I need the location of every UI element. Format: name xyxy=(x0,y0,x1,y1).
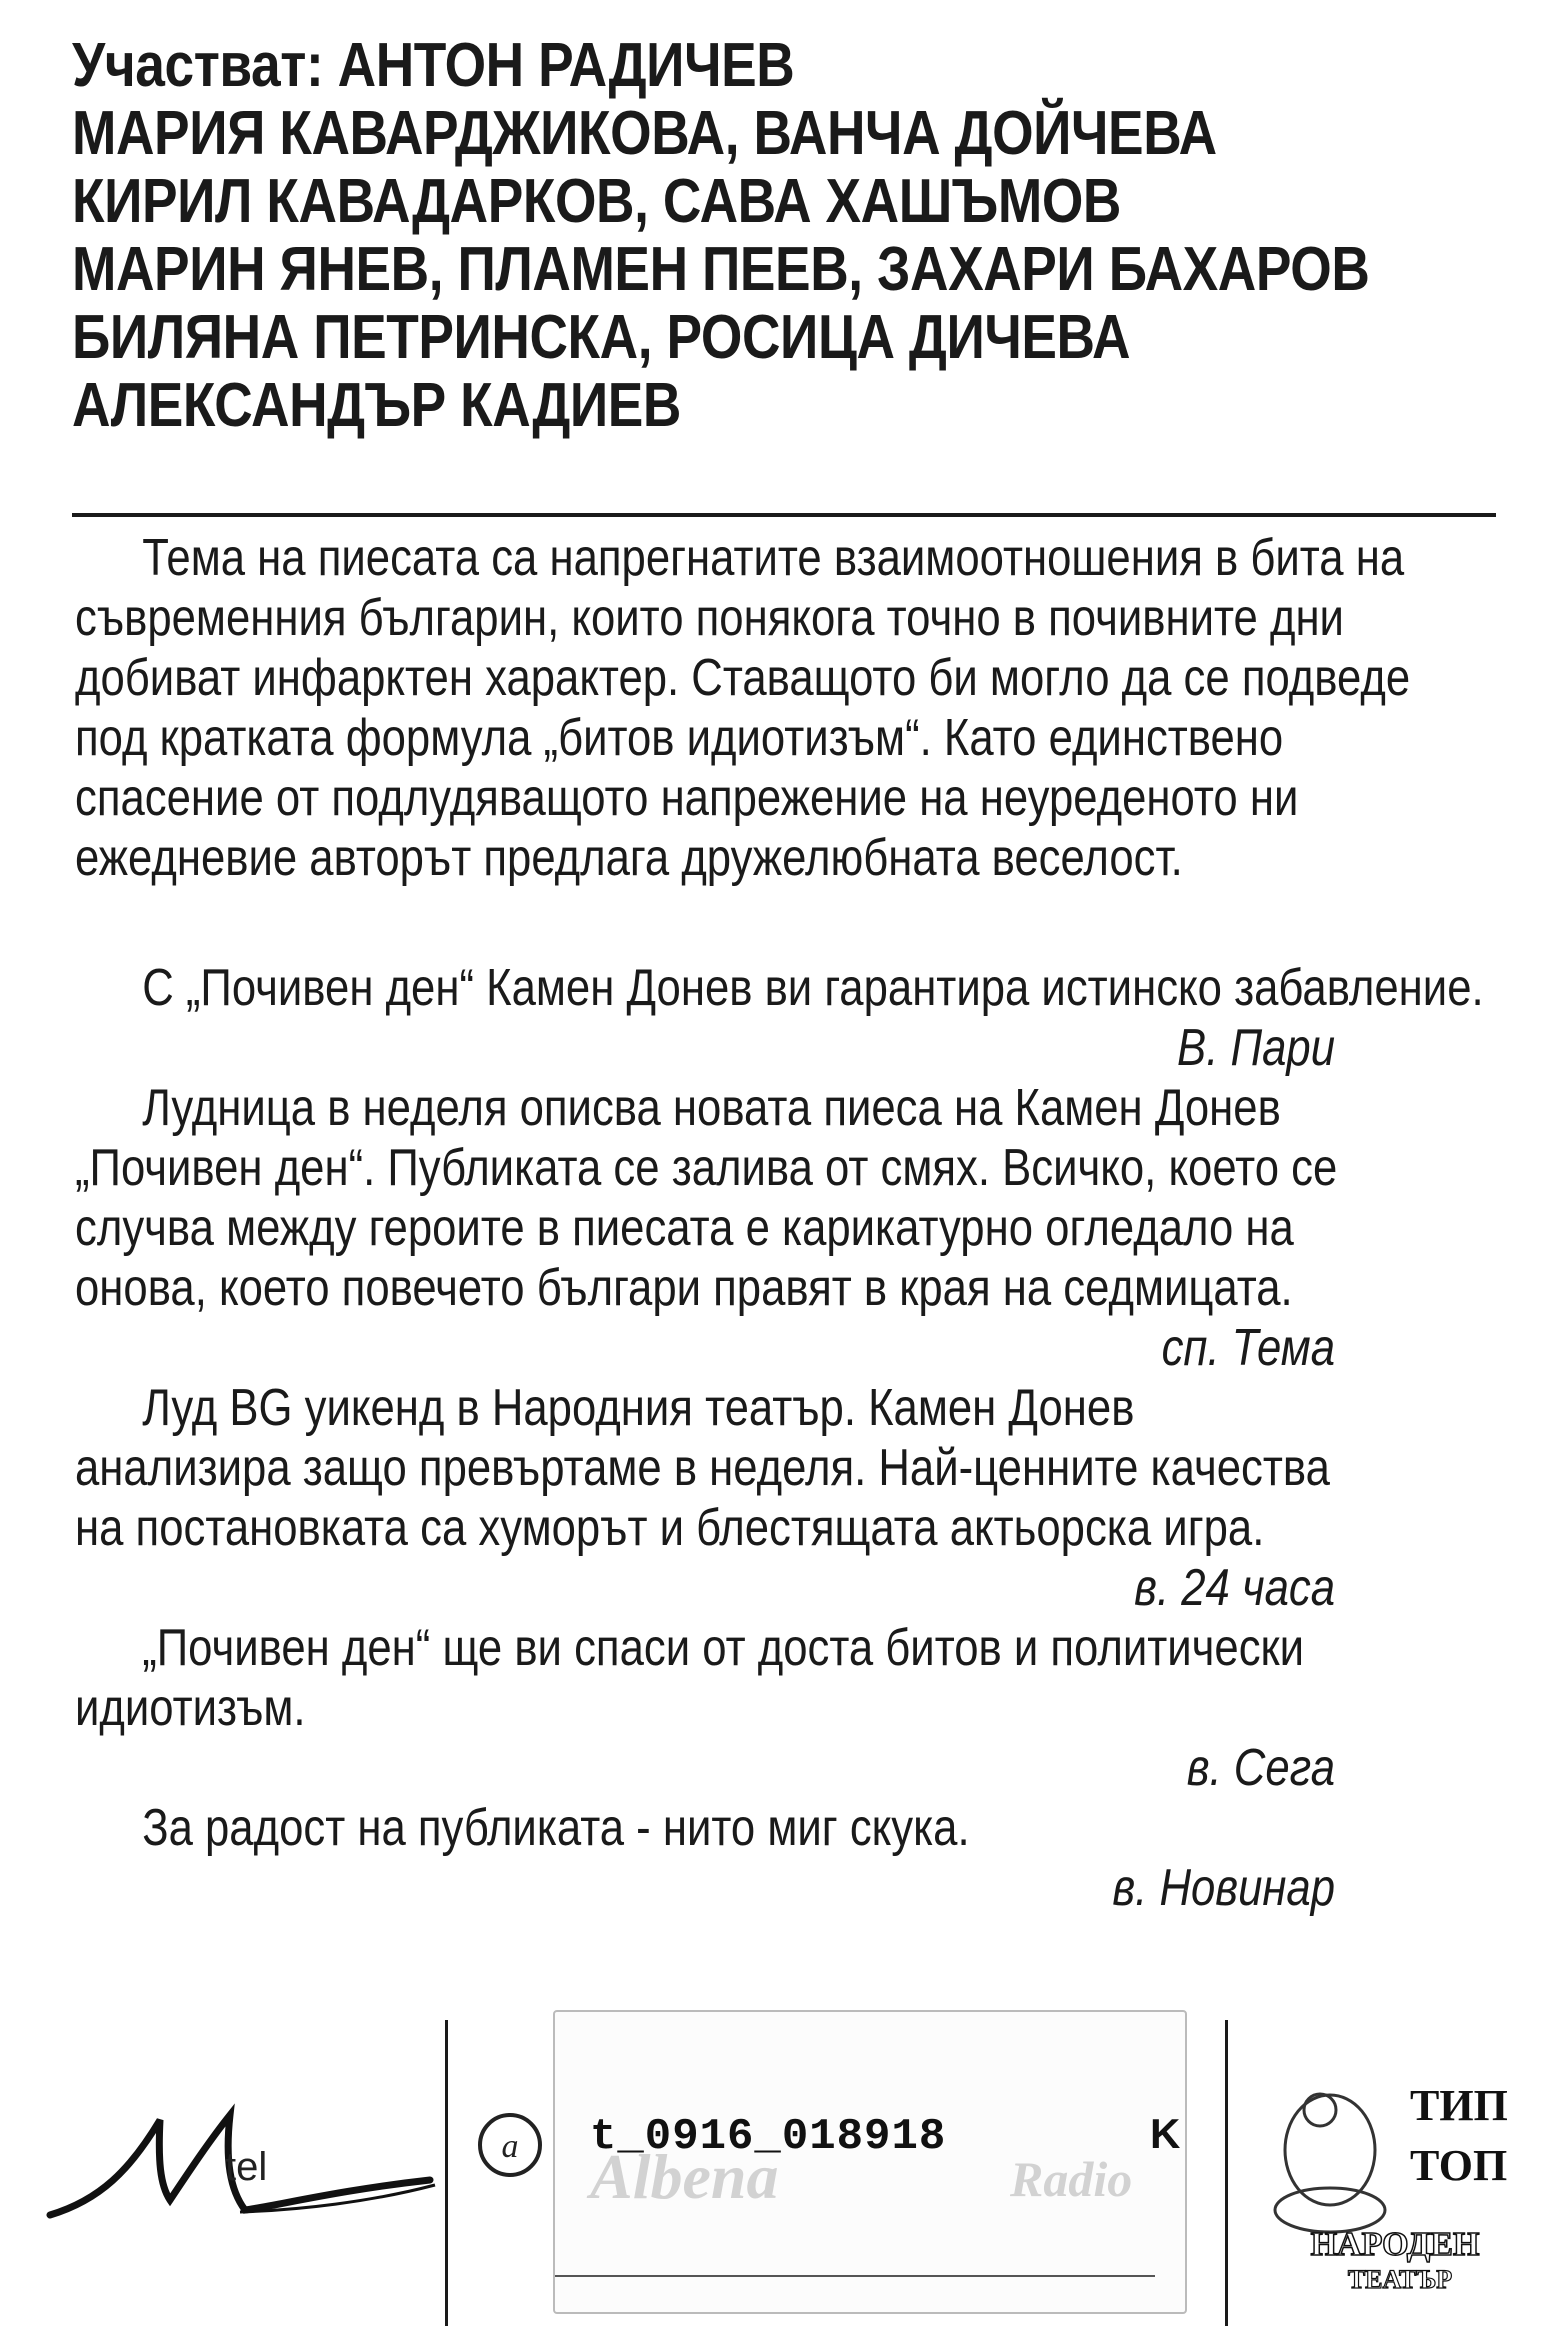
text-line: идиотизъм. xyxy=(75,1679,306,1737)
ticket-letter: K xyxy=(1150,2110,1181,2157)
text-line: на постановката са хуморът и блестящата актьорска игра. xyxy=(75,1499,1265,1557)
cast-line: МАРИН ЯНЕВ, ПЛАМЕН ПЕЕВ, ЗАХАРИ БАХАРОВ xyxy=(72,235,1370,304)
signature-line xyxy=(555,2275,1155,2277)
text-line: спасение от подлудяващото напрежение на неуреденото ни xyxy=(75,769,1299,827)
cast-list xyxy=(72,31,1370,440)
review-source: в. Новинар xyxy=(1112,1859,1335,1917)
band-divider xyxy=(1225,2020,1228,2326)
program-text xyxy=(75,528,1484,1918)
cast-line: Участват: АНТОН РАДИЧЕВ xyxy=(72,31,795,100)
text-line: съвременния българин, които понякога точно в почивните дни xyxy=(75,589,1344,647)
review-quote xyxy=(75,1618,1335,1798)
review-quote xyxy=(75,1078,1338,1378)
albena-emblem-icon xyxy=(470,2105,550,2185)
text-line: „Почивен ден“. Публиката се залива от смях. Всичко, което се xyxy=(75,1139,1338,1197)
intro-paragraph xyxy=(75,528,1411,888)
review-source: В. Пари xyxy=(1177,1019,1335,1077)
text-line: Тема на пиесата са напрегнатите взаимоотношения в бита на xyxy=(142,529,1405,587)
tiptop-top-text: ТИП xyxy=(1410,2081,1508,2130)
review-source: в. 24 часа xyxy=(1134,1559,1335,1617)
cast-line: БИЛЯНА ПЕТРИНСКА, РОСИЦА ДИЧЕВА xyxy=(72,303,1131,372)
tiptop-bottom-text: ТОП xyxy=(1410,2141,1508,2190)
review-source: в. Сега xyxy=(1186,1739,1335,1797)
text-line: „Почивен ден“ ще ви спаси от доста битов и политически xyxy=(142,1619,1305,1677)
cast-line: КИРИЛ КАВАДАРКОВ, САВА ХАШЪМОВ xyxy=(72,167,1121,236)
text-line: анализира защо превъртаме в неделя. Най-ценните качества xyxy=(75,1439,1330,1497)
mtel-word: tel xyxy=(225,2145,268,2189)
review-quote xyxy=(75,1798,1335,1918)
text-line: ежедневие авторът предлага дружелюбната веселост. xyxy=(75,829,1183,887)
albena-word: Albena xyxy=(590,2141,779,2212)
text-line: онова, което повечето българи правят в края на седмицата. xyxy=(75,1259,1293,1317)
cast-line: АЛЕКСАНДЪР КАДИЕВ xyxy=(72,371,682,440)
review-source: сп. Тема xyxy=(1161,1319,1335,1377)
text-line: добиват инфарктен характер. Ставащото би могло да се подведе xyxy=(75,649,1411,707)
text-line: случва между героите в пиесата е карикатурно огледало на xyxy=(75,1199,1294,1257)
text-line: С „Почивен ден“ Камен Донев ви гарантира истинско забавление. xyxy=(142,959,1484,1017)
review-quote xyxy=(75,958,1484,1078)
svg-text:a: a xyxy=(501,2128,519,2165)
review-quote xyxy=(75,1378,1335,1618)
ticket-number: t_0916_018918 xyxy=(590,2112,947,2162)
divider-rule xyxy=(72,513,1496,517)
radio-word: Radio xyxy=(1010,2151,1133,2207)
text-line: Луд BG уикенд в Народния театър. Камен Донев xyxy=(142,1379,1135,1437)
text-line: под кратката формула „битов идиотизъм“. Като единствено xyxy=(75,709,1284,767)
theatre-line1: НАРОДЕН xyxy=(1310,2226,1480,2263)
band-divider xyxy=(445,2020,448,2326)
theatre-line2: ТЕАТЪР xyxy=(1347,2265,1453,2294)
tiptop-theatre-logo xyxy=(1260,2060,1530,2310)
text-line: Лудница в неделя описва новата пиеса на Камен Донев xyxy=(142,1079,1281,1137)
text-line: За радост на публиката - нито миг скука. xyxy=(142,1799,970,1857)
cast-line: МАРИЯ КАВАРДЖИКОВА, ВАНЧА ДОЙЧЕВА xyxy=(72,99,1217,168)
